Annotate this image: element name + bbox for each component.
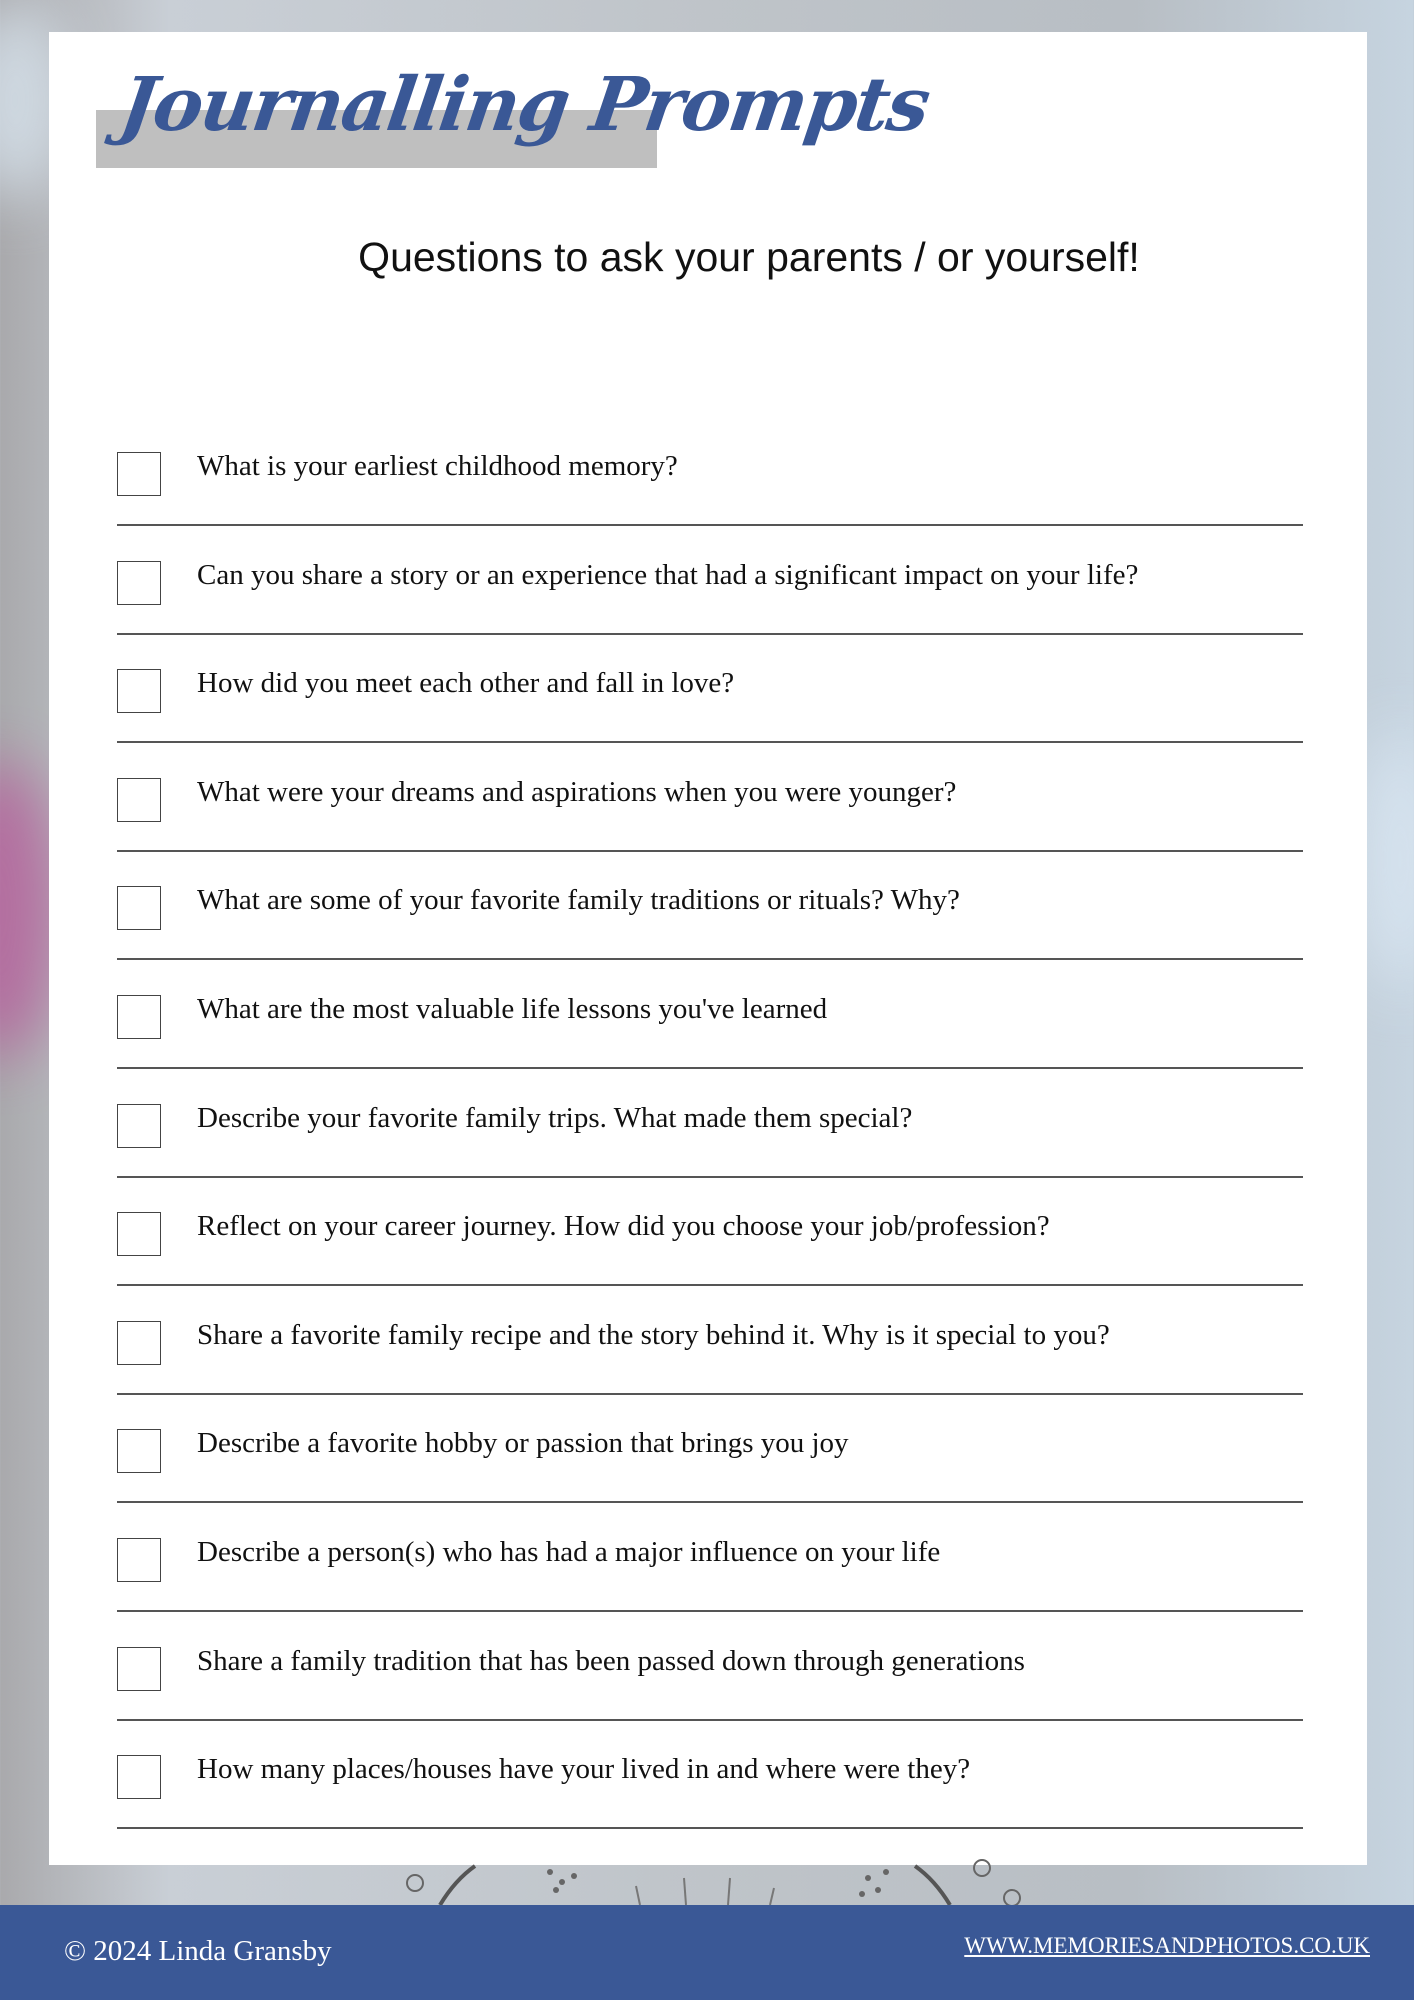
prompt-checkbox[interactable] xyxy=(117,886,161,930)
prompt-text: Share a family tradition that has been passed down through generations xyxy=(197,1644,1025,1677)
prompt-checkbox[interactable] xyxy=(117,995,161,1039)
prompt-row xyxy=(117,635,1303,743)
prompt-row xyxy=(117,1504,1303,1612)
prompt-row xyxy=(117,1613,1303,1721)
prompt-text: What are some of your favorite family traditions or rituals? Why? xyxy=(197,884,960,917)
prompt-text: Share a favorite family recipe and the story behind it. Why is it special to you? xyxy=(197,1318,1110,1351)
prompt-row xyxy=(117,418,1303,526)
prompt-checkbox[interactable] xyxy=(117,1212,161,1256)
prompt-row xyxy=(117,744,1303,852)
copyright-text: © 2024 Linda Gransby xyxy=(64,1935,332,1967)
prompt-list xyxy=(49,32,1367,1865)
background-blob xyxy=(1360,730,1414,990)
website-link[interactable]: WWW.MEMORIESANDPHOTOS.CO.UK xyxy=(964,1933,1370,1958)
prompt-row xyxy=(117,527,1303,635)
prompt-checkbox[interactable] xyxy=(117,778,161,822)
prompt-checkbox[interactable] xyxy=(117,1647,161,1691)
prompt-checkbox[interactable] xyxy=(117,1104,161,1148)
prompt-text: What are the most valuable life lessons you've learned xyxy=(197,993,828,1025)
prompt-checkbox[interactable] xyxy=(117,669,161,713)
prompt-text: Can you share a story or an experience that had a significant impact on your life? xyxy=(197,558,1139,591)
prompt-checkbox[interactable] xyxy=(117,1755,161,1799)
prompt-text: What were your dreams and aspirations when you were younger? xyxy=(197,775,957,808)
prompt-checkbox[interactable] xyxy=(117,452,161,496)
prompt-row xyxy=(117,1721,1303,1829)
prompt-text: What is your earliest childhood memory? xyxy=(197,450,678,482)
prompt-text: Reflect on your career journey. How did you choose your job/profession? xyxy=(197,1210,1050,1243)
prompt-checkbox[interactable] xyxy=(117,1321,161,1365)
prompt-row xyxy=(117,1070,1303,1178)
prompt-text: How many places/houses have your lived in and where were they? xyxy=(197,1753,971,1786)
prompt-text: Describe a favorite hobby or passion that brings you joy xyxy=(197,1427,849,1460)
prompt-row xyxy=(117,1178,1303,1286)
footer xyxy=(0,1905,1414,2000)
prompt-row xyxy=(117,852,1303,960)
prompt-row xyxy=(117,1395,1303,1503)
prompt-text: How did you meet each other and fall in love? xyxy=(197,667,735,700)
prompt-checkbox[interactable] xyxy=(117,1429,161,1473)
prompt-text: Describe your favorite family trips. What made them special? xyxy=(197,1101,913,1134)
prompt-text: Describe a person(s) who has had a major influence on your life xyxy=(197,1536,941,1568)
prompt-checkbox[interactable] xyxy=(117,561,161,605)
prompt-checkbox[interactable] xyxy=(117,1538,161,1582)
page-subtitle: Questions to ask your parents / or yourself! xyxy=(358,234,1140,280)
page-title: Journalling Prompts xyxy=(114,62,934,148)
prompt-row xyxy=(117,961,1303,1069)
prompt-row xyxy=(117,1287,1303,1395)
worksheet-card xyxy=(49,32,1367,1865)
